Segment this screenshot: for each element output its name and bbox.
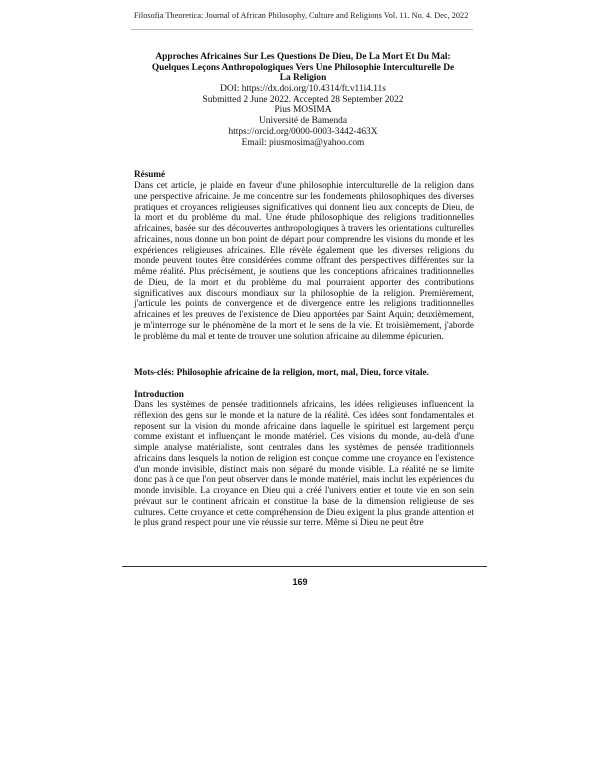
title-line: Approches Africaines Sur Les Questions De Dieu, De La Mort Et Du Mal: bbox=[155, 52, 451, 62]
abstract-text: Dans cet article, je plaide en faveur d'une philosophie interculturelle de la religion dans une perspective africaine. Je me concentre sur les fondements philosophiques des diverses pratiques et croyances religieuses significatives qui donnent lieu aux concepts de Dieu, de la mort et du problème du mal. Une étude philosophique des religions traditionnelles africaines, basée sur des découvertes anthropologiques à travers les orientations culturelles africaines, nous donne un bon point de départ pour comprendre les visions du monde et les expériences religieuses africaines. Elle révèle également que les diverses religions du monde peuvent toutes être considérées comme offrant des perspectives différentes sur la même réalité. Plus précisément, je soutiens que les conceptions africaines traditionnelles de Dieu, de la mort et du problème du mal pourraient apporter des contributions significatives aux discours mondiaux sur la philosophie de la religion. Premièrement, j'articule les points de convergence et de divergence entre les religions traditionnelles africaines et les preuves de l'existence de Dieu apportées par Saint Aquin; deuxièmement, je m'interroge sur le phénomène de la mort et le sens de la vie. Et troisièmement, j'aborde le problème du mal et tente de trouver une solution africaine au dilemme épicurien. bbox=[134, 181, 474, 342]
running-head: Filosofia Theoretica: Journal of African Philosophy, Culture and Religions Vol. 11. No. 4. Dec, 2022 bbox=[134, 11, 469, 20]
header-divider bbox=[131, 29, 473, 30]
introduction-heading: Introduction bbox=[134, 389, 184, 399]
orcid-link[interactable]: https://orcid.org/0000-0003-3442-463X bbox=[228, 126, 378, 137]
footer-divider bbox=[122, 566, 487, 567]
page-number: 169 bbox=[292, 577, 308, 587]
keywords: Mots-clés: Philosophie africaine de la religion, mort, mal, Dieu, force vitale. bbox=[134, 367, 429, 377]
article-meta bbox=[140, 84, 466, 148]
title-line: La Religion bbox=[279, 73, 327, 84]
author-name: Pius MOSIMA bbox=[274, 105, 332, 116]
article-title bbox=[140, 52, 466, 84]
submission-dates: Submitted 2 June 2022. Accepted 28 September 2022 bbox=[202, 94, 404, 105]
introduction-text: Dans les systèmes de pensée traditionnels africains, les idées religieuses influencent la réflexion des gens sur le monde et la nature de la réalité. Ces idées sont fondamentales et reposent sur la vision du monde africaine dans laquelle le spirituel est largement perçu comme existant et influençant le monde matériel. Ces visions du monde, au-delà d'une simple analyse matérialiste, sont centrales dans les systèmes de pensée traditionnels africains dans lesquels la notion de religion est conçue comme une croyance en l'existence d'un monde invisible, distinct mais non séparé du monde visible. La réalité ne se limite donc pas à ce que l'on peut observer dans le monde matériel, mais inclut les expériences du monde invisible. La croyance en Dieu qui a créé l'univers entier et toute vie en son sein prévaut sur le continent africain et constitue la base de la dimension religieuse de ses cultures. Cette croyance et cette compréhension de Dieu exigent la plus grande attention et le plus grand respect pour une vie réussie sur terre. Même si Dieu ne peut être bbox=[134, 400, 474, 529]
author-affiliation: Université de Bamenda bbox=[259, 116, 347, 127]
doi-link[interactable]: DOI: https://dx.doi.org/10.4314/ft.v11i4.11s bbox=[220, 84, 386, 94]
abstract-heading: Résumé bbox=[134, 169, 166, 179]
author-email[interactable]: Email: piusmosima@yahoo.com bbox=[241, 137, 365, 148]
title-line: Quelques Leçons Anthropologiques Vers Une Philosophie Interculturelle De bbox=[151, 62, 455, 73]
